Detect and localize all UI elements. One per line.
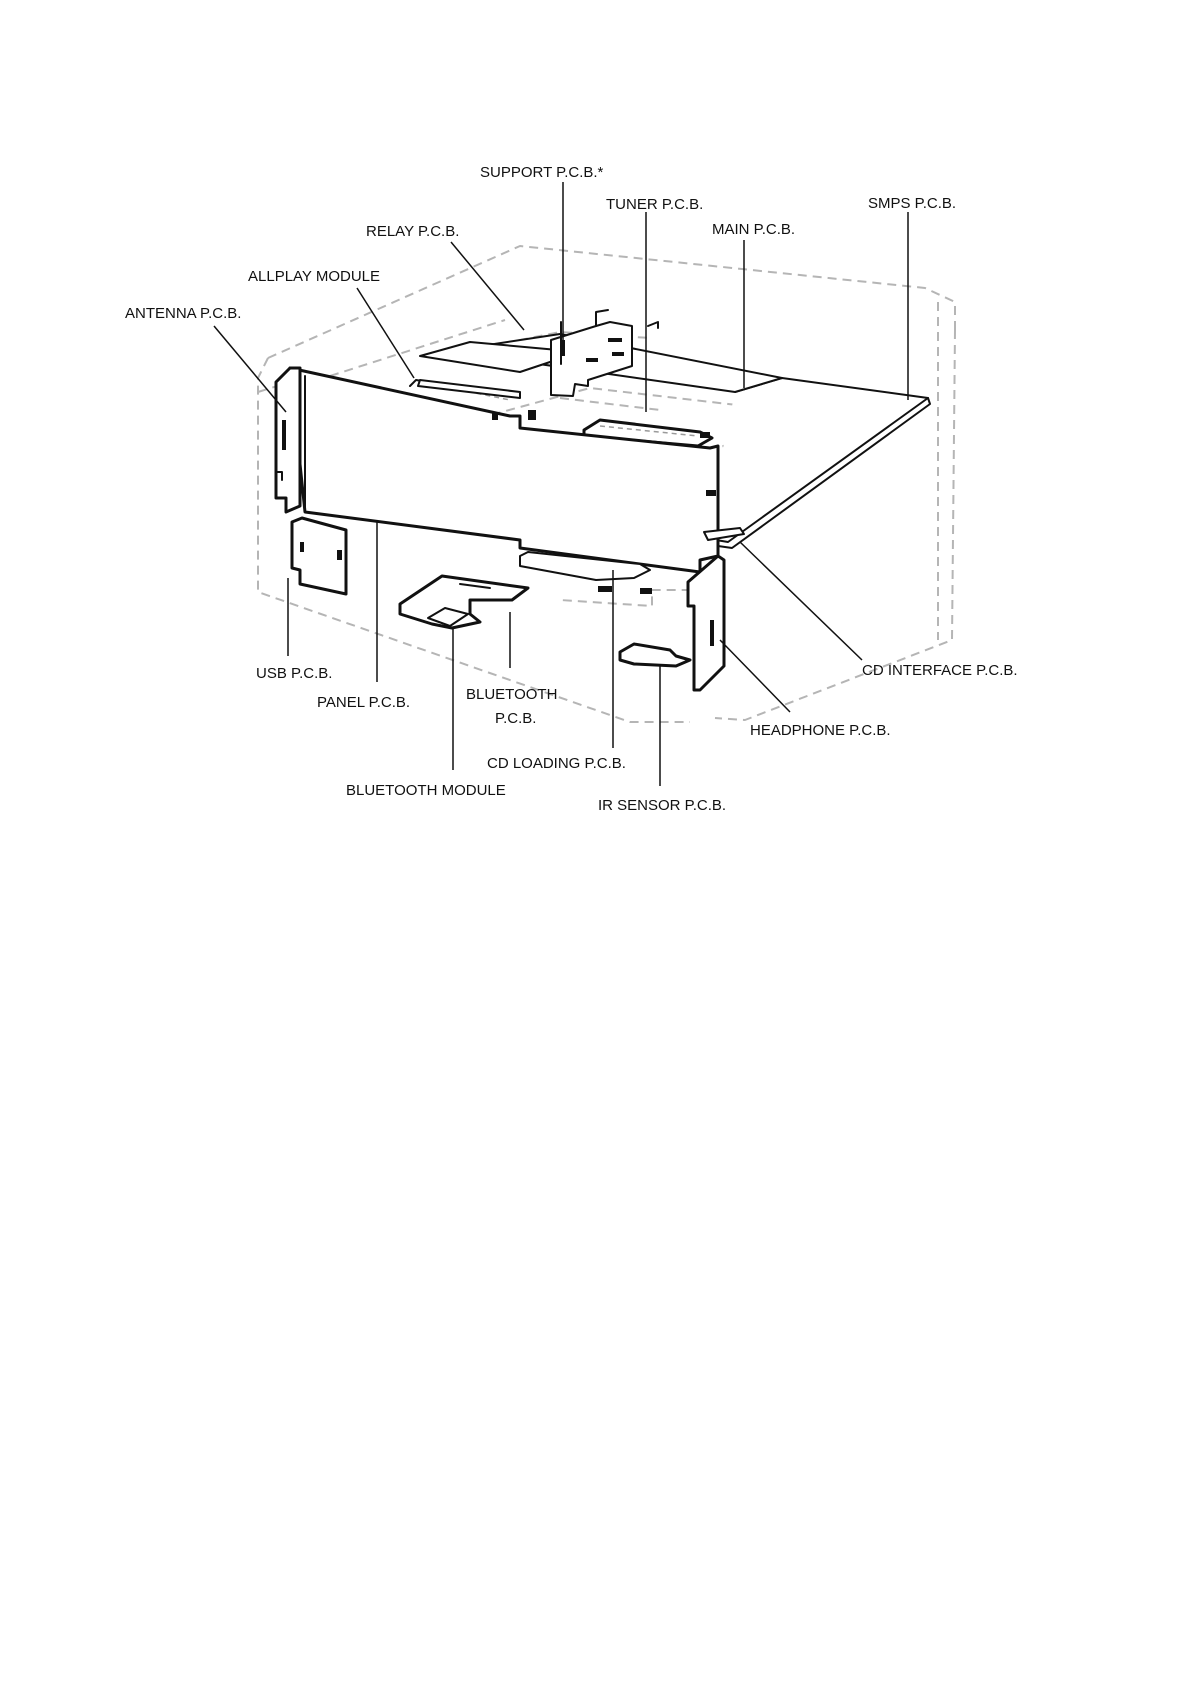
label-panel-pcb: PANEL P.C.B. xyxy=(317,694,411,711)
label-ir-sensor-pcb: IR SENSOR P.C.B. xyxy=(598,797,727,814)
label-antenna-pcb: ANTENNA P.C.B. xyxy=(125,305,242,322)
smps-pcb-board xyxy=(704,378,930,548)
label-cd-interface-pcb: CD INTERFACE P.C.B. xyxy=(862,662,1018,679)
label-cd-loading-pcb: CD LOADING P.C.B. xyxy=(487,755,626,772)
label-headphone-pcb: HEADPHONE P.C.B. xyxy=(750,722,891,739)
label-tuner-pcb: TUNER P.C.B. xyxy=(606,196,704,213)
antenna-pcb-board xyxy=(276,368,300,512)
ir-sensor-pcb-board xyxy=(620,644,690,666)
label-bluetooth-module: BLUETOOTH MODULE xyxy=(346,782,506,799)
label-allplay-module: ALLPLAY MODULE xyxy=(248,268,381,285)
usb-pcb-board xyxy=(292,518,346,594)
label-bluetooth-pcb-line1: BLUETOOTH xyxy=(466,686,558,703)
panel-pcb-board xyxy=(290,368,718,572)
label-main-pcb: MAIN P.C.B. xyxy=(712,221,796,238)
leader-cd-interface xyxy=(740,542,862,660)
label-support-pcb: SUPPORT P.C.B.* xyxy=(480,164,604,181)
allplay-module-board xyxy=(418,380,520,398)
headphone-pcb-board xyxy=(688,556,724,690)
leader-antenna xyxy=(214,326,286,412)
leader-headphone xyxy=(720,640,790,712)
leader-relay xyxy=(451,242,524,330)
label-usb-pcb: USB P.C.B. xyxy=(256,665,333,682)
bluetooth-pcb-board xyxy=(400,576,528,628)
label-smps-pcb: SMPS P.C.B. xyxy=(868,195,957,212)
label-bluetooth-pcb-line2: P.C.B. xyxy=(495,710,537,727)
label-relay-pcb: RELAY P.C.B. xyxy=(366,223,460,240)
